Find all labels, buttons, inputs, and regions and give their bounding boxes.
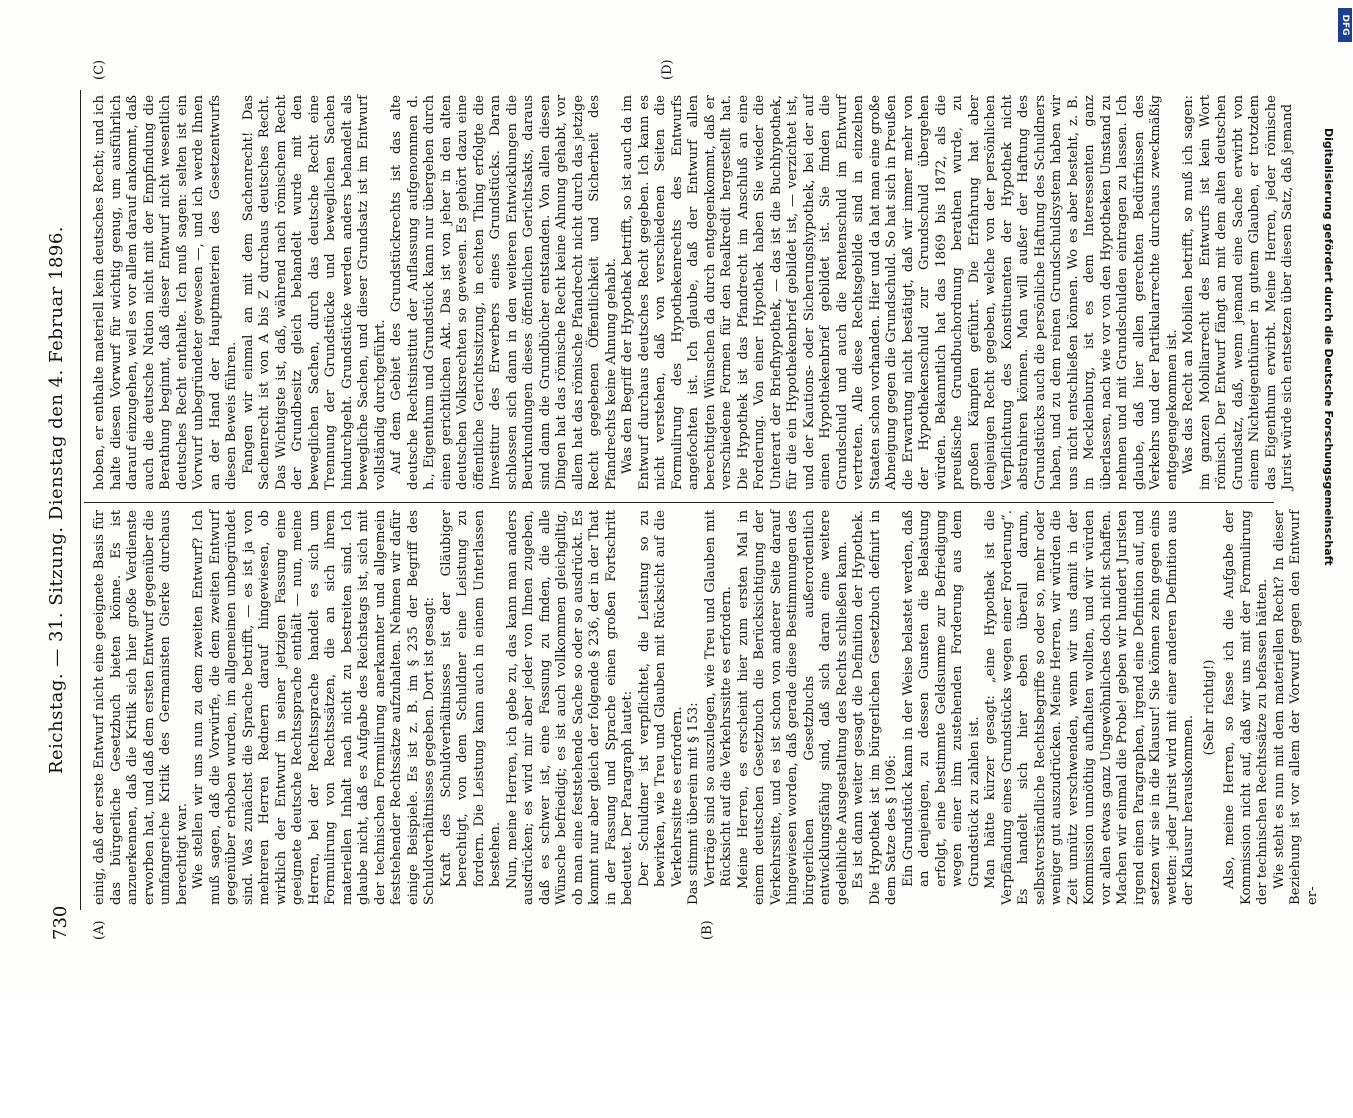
quoted-paragraph: Ein Grundstück kann in der Weise belastet werden, daß an denjenigen, zu dessen Gunsten die Belastung erfolgt, eine bestimmte Geldsumme zur Befriedigung wegen einer ihm zustehenden Forderung aus dem Grundstück zu zahlen ist. — [900, 510, 982, 887]
digitization-text: Digitalisierung gefördert durch die Deutsche Forschungsgemeinschaft — [1322, 128, 1335, 566]
running-header — [44, 60, 76, 940]
paragraph: Was das Recht an Mobilien betrifft, so muß ich sagen: im ganzen Mobiliarrecht des Entwurfs ist kein Wort römisch. Der Entwurf fängt an mit dem alten deutschen Grundsatz, daß, wenn jemand eine Sache erwirbt von einem Nichteigenthümer in gutem Glauben, er trotzdem das Eigenthum erwirbt. Meine Herren, jeder römische Jurist würde sich entsetzen über diesen Satz, daß jemand — [1181, 95, 1295, 490]
right-column — [92, 95, 1297, 490]
paragraph: einig, daß der erste Entwurf nicht eine geeignete Basis für das bürgerliche Gesetzbuch bieten könne. Es ist anzuerkennen, daß die Kritik sich hier große Verdienste erworben hat, und daß dem ersten Entwurf gegenüber die umfangreiche Kritik des Germanisten Gierke durchaus berechtigt war. — [92, 510, 190, 905]
left-column — [92, 510, 1321, 905]
quoted-paragraph: Verträge sind so auszulegen, wie Treu und Glauben mit Rücksicht auf die Verkehrssitte es erfordern. — [702, 510, 734, 887]
quoted-paragraph: Kraft des Schuldverhältnisses ist der Gläubiger berechtigt, von dem Schuldner eine Leistung zu fordern. Die Leistung kann auch in einem Unterlassen bestehen. — [438, 510, 503, 887]
margin-marker-b: (B) — [700, 920, 715, 940]
paragraph: Wie steht es nun mit dem materiellen Recht? In dieser Beziehung ist vor allem der Vorwurf gegen den Entwurf er- — [1271, 510, 1320, 905]
margin-marker-d: (D) — [660, 59, 675, 80]
margin-marker-a: (A) — [92, 920, 107, 940]
margin-marker-c: (C) — [92, 59, 107, 80]
paragraph: Wie stellen wir uns nun zu dem zweiten Entwurf? Ich muß sagen, daß die Vorwürfe, die dem zweiten Entwurf gegenüber erhoben wurden, im allgemeinen unbegründet sind. Was zunächst die Sprache betrifft, — es ist ja von mehreren Herren Rednern darauf hingewiesen, ob wirklich der Entwurf in seiner jetzigen Fassung eine geeignete deutsche Rechtssprache enthält — nun, meine Herren, bei der Rechtssprache handelt es sich um Formulirung von Rechtssätzen, die an sich ihrem materiellen Inhalt nach nicht zu bestreiten sind. Ich glaube nicht, daß es Aufgabe des Reichstags ist, sich mit der technischen Formulirung anerkannter und allgemein feststehender Rechtssätze aufzuhalten. Nehmen wir dafür einige Beispiele. Es ist z. B. im § 235 der Begriff des Schuldverhältnisses gegeben. Dort ist gesagt: — [191, 510, 437, 905]
paragraph: hoben, er enthalte materiell kein deutsches Recht; und ich halte diesen Vorwurf für wichtig genug, um ausführlich darauf einzugehen, weil es vor allem darauf ankommt, daß auch die deutsche Nation nicht mit der Empfindung die Berathung beginnt, daß dieser Entwurf nicht wesentlich deutsches Recht enthalte. Ich muß sagen: selten ist ein Vorwurf unbegründeter gewesen —, und ich werde Ihnen an der Hand der Hauptmaterien des Gesetzentwurfs diesen Beweis führen. — [92, 95, 239, 490]
page-number: 730 — [50, 905, 71, 940]
header-title: Reichstag. — 31. Sitzung. Dienstag den 4. Februar 1896. — [46, 225, 67, 775]
paragraph: Meine Herren, es erscheint hier zum ersten Mal in einem deutschen Gesetzbuch die Berücksichtigung der Verkehrssitte, und es ist schon von anderer Seite darauf hingewiesen worden, daß gerade diese Bestimmungen des bürgerlichen Gesetzbuchs außerordentlich entwicklungsfähig sind, daß sich daran eine weitere gedeihliche Ausgestaltung des Rechts schließen kann. — [735, 510, 850, 905]
digitization-note — [1322, 8, 1353, 998]
paragraph: Fangen wir einmal an mit dem Sachenrecht! Das Sachenrecht ist von A bis Z durchaus deutsches Recht. Das Wichtigste ist, daß, während nach römischem Recht der Grundbesitz gleich behandelt wurde mit den beweglichen Sachen, durch das deutsche Recht eine Trennung der Grundstücke und beweglichen Sachen hindurchgeht. Grundstücke werden anders behandelt als bewegliche Sachen, und dieser Grundsatz ist im Entwurf vollständig durchgeführt. — [240, 95, 388, 490]
column-divider — [84, 502, 1274, 503]
paragraph: Was den Begriff der Hypothek betrifft, so ist auch da im Entwurf durchaus deutsches Recht gegeben. Ich kann es nicht verstehen, daß von verschiedenen Seiten die Formulirung des Hypothekenrechts des Entwurfs angefochten ist. Ich glaube, daß der Entwurf allen berechtigten Wünschen da durch entgegenkommt, daß er verschiedene Formen für den Realkredit hergestellt hat. Die Hypothek ist das Pfandrecht im Anschluß an eine Forderung. Von einer Hypothek haben Sie wieder die Unterart der Briefhypothek, — das ist die Buchhypothek, für die ein Hypothekenbrief gebildet ist, — verzichtet ist, und der Kautions- oder Sicherungshypothek, bei der auf einen Hypothekenbrief gebildet ist. Sie finden die Grundschuld und auch die Rentenschuld im Entwurf vertreten. Alle diese Rechtsgebilde sind in einzelnen Staaten schon vorhanden. Hier und da hat man eine große Abneigung gegen die Grundschuld. So hat sich in Preußen die Erwartung nicht bestätigt, daß wir immer mehr von der Hypothekenschuld zur Grundschuld übergehen würden. Bekanntlich hat das 1869 bis 1872, als die preußische Grundbuchordnung berathen wurde, zu großen Kämpfen geführt. Die Erfahrung hat aber denjenigen Recht gegeben, welche von der persönlichen Verpflichtung des Konstituenten der Hypothek nicht abstrahiren können. Man will außer der Haftung des Grundstücks auch die persönliche Haftung des Schuldners haben, und zu dem reinen Grundschuldsystem haben wir uns nicht entschließen können. Wo es aber besteht, z. B. in Mecklenburg, ist es dem Interessenten ganz überlassen, nach wie vor von den Hypotheken Umstand zu nehmen und mit Grundschulden eintragen zu lassen. Ich glaube, daß hier allen gerechten Bedürfnissen des Verkehrs und der Partikularrechte durchaus zweckmäßig entgegengekommen ist. — [620, 95, 1180, 490]
paragraph: Nun, meine Herren, ich gebe zu, das kann man anders ausdrücken; es wird mir aber jeder von Ihnen zugeben, daß es schwer ist, eine Fassung zu finden, die alle Wünsche befriedigt; es ist auch vollkommen gleichgiltig, ob man eine feststehende Sache so oder so ausdrückt. Es kommt nur aber gleich der folgende § 236, der in der That in der Fassung und Sprache einen großen Fortschritt bedeutet. Der Paragraph lautet: — [504, 510, 635, 905]
paragraph: Auf dem Gebiet des Grundstückrechts ist das alte deutsche Rechtsinstitut der Auflassung aufgenommen d. h., Eigenthum und Grundstück kann nur übergehen durch einen gerichtlichen Akt. Das ist von jeher in den alten deutschen Volksrechten so gewesen. Es gehört dazu eine öffentliche Gerichtssitzung, in echten Thing erfolgte die Investitur des Erwerbers eines Grundstücks. Daran schlossen sich dann in den weiteren Entwicklungen die Beurkundungen dieses öffentlichen Gerichtsakts, daraus sind dann die Grundbücher entstanden. Von allen diesen Dingen hat das römische Recht keine Ahnung gehabt, vor allem hat das römische Pfandrecht nicht durch das jetzige Recht gegebenen Öffentlichkeit und Sicherheit des Pfandrechts keine Ahnung gehabt. — [389, 95, 619, 490]
quoted-paragraph: Der Schuldner ist verpflichtet, die Leistung so zu bewirken, wie Treu und Glauben mit Rücksicht auf die Verkehrssitte es erfordern. — [636, 510, 685, 887]
dfg-logo: DFG — [1338, 8, 1352, 42]
paragraph: Es ist dann weiter gesagt die Definition der Hypothek. Die Hypothek ist im bürgerlichen Gesetzbuch definirt in dem Satze des § 1096: — [851, 510, 899, 905]
applause-note: (Sehr richtig!) — [1201, 659, 1217, 756]
paragraph: Das stimmt überein mit § 153: — [686, 702, 701, 905]
header-rule — [80, 90, 81, 910]
paragraph: Also, meine Herren, so fasse ich die Aufgabe der Kommission nicht auf, daß wir uns mit der Formulirung der technischen Rechtssätze zu befassen hätten. — [1222, 510, 1270, 905]
paragraph: Man hätte kürzer gesagt: „eine Hypothek ist die Verpfändung eines Grundstücks wegen einer Forderung“. Es handelt sich hier eben überall darum, selbstverständliche Rechtsbegriffe so oder so, mehr oder weniger gut auszudrücken. Meine Herren, wir würden die Zeit unnütz verschwenden, wenn wir uns damit in der Kommission unnöthig aufhalten wollten, und wir würden vor allen etwas ganz Ungewöhnliches doch nicht schaffen. Machen wir einmal die Probe! geben wir hundert Juristen irgend einen Paragraphen, irgend eine Definition auf, und setzen wir sie in die Klausur! Sie können zehn gegen eins wetten: jeder Jurist wird mit einer anderen Definition aus der Klausur herauskommen. — [983, 510, 1196, 905]
